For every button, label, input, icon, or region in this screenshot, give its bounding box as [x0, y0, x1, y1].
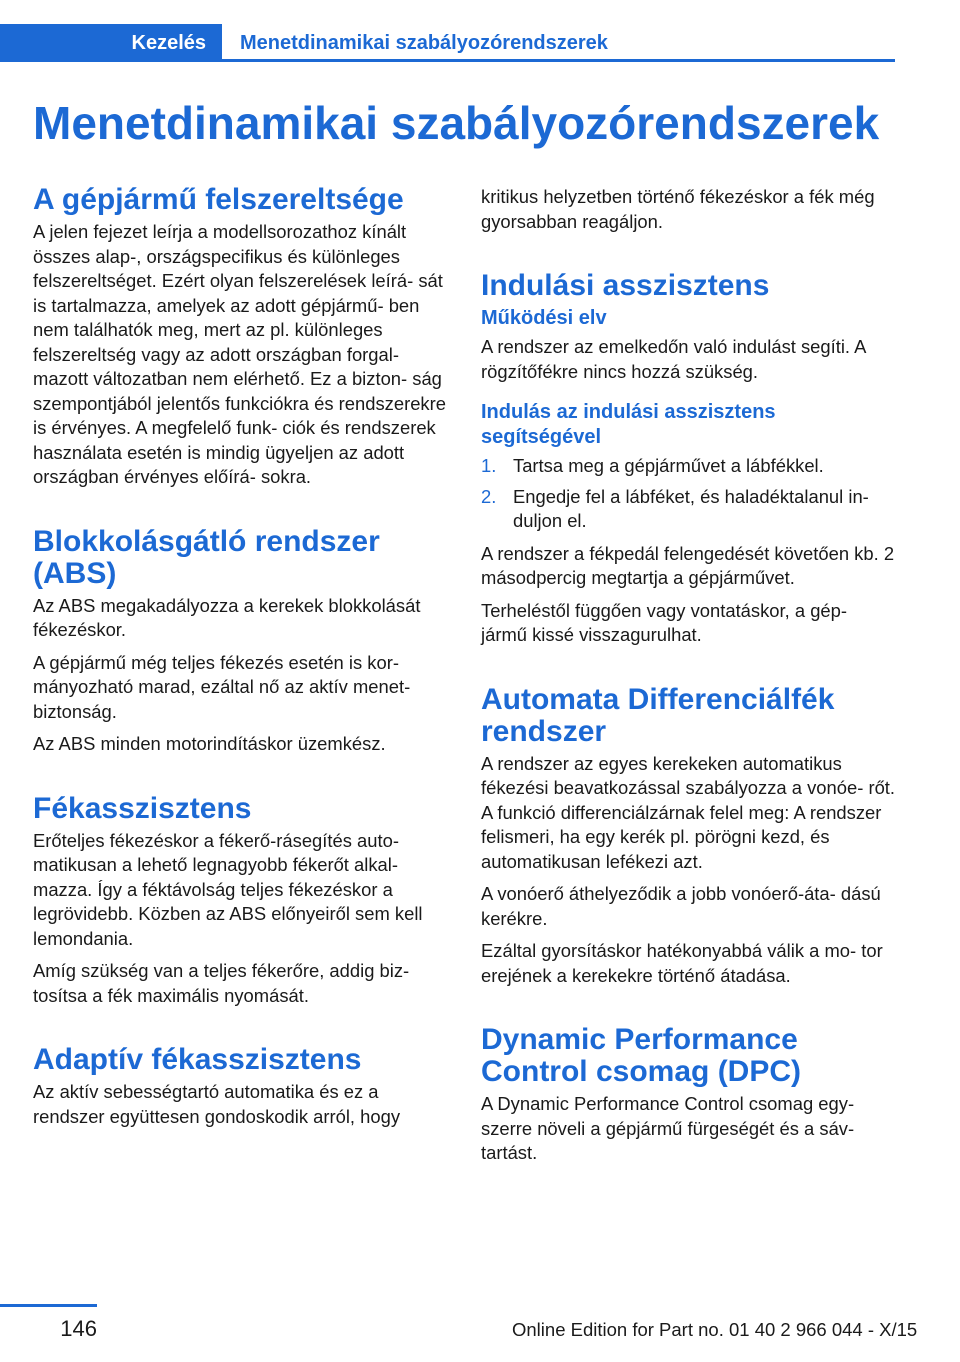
- section-title-auto-differential-brake: Automata Differenciálfék rendszer: [481, 682, 835, 748]
- paragraph: A vonóerő áthelyeződik a jobb vonóerő-áta- dású kerékre.: [481, 883, 881, 929]
- paragraph: A gépjármű még teljes fékezés esetén is kor- mányozható marad, ezáltal nő az aktív menet- biztonság.: [33, 651, 411, 722]
- section-title-equipment: A gépjármű felszereltsége: [33, 183, 404, 216]
- edition-note: Online Edition for Part no. 01 40 2 966 044 - X/15: [512, 1319, 918, 1340]
- step-number: 1.: [481, 455, 497, 476]
- list-item: [481, 485, 897, 534]
- page-title: Menetdinamikai szabályozórendszerek: [33, 97, 880, 149]
- list-item: [481, 454, 897, 479]
- step-text: Engedje fel a lábféket, és haladéktalanul in- duljon el.: [513, 485, 869, 531]
- section-title-abs: Blokkolásgátló rendszer (ABS): [33, 524, 380, 590]
- right-column: [481, 185, 897, 1174]
- section-title-brake-assist: Fékasszisztens: [33, 791, 252, 825]
- paragraph: A rendszer a fékpedál felengedését követően kb. 2 másodpercig megtartja a gépjárművet.: [481, 542, 895, 588]
- step-list: [481, 454, 897, 534]
- subsection-title-principle: Működési elv: [481, 307, 607, 329]
- page-header: [0, 24, 895, 62]
- paragraph: A jelen fejezet leírja a modellsorozathoz kínált összes alap-, országspecifikus és különleges felszereltséget. Ezért olyan felszerelések leírá- sát is tartalmazza, amelyek az adott gépjármű- ben nem találhatók meg, mert az pl. különleges felszereltség vagy az adott országban forgal- mazott változatban nem elérhető. Ez a bizton- ság szempontjából jelentős funkciókra és rendszerekre is érvényes. A megfelelő funk- ciók és rendszerek használata esetén is mindig ügyeljen az adott országban érvényes előírá- sokra.: [33, 221, 446, 487]
- paragraph: Az ABS minden motorindításkor üzemkész.: [33, 733, 386, 754]
- section-title-adaptive-brake-assist: Adaptív fékasszisztens: [33, 1043, 362, 1076]
- paragraph: Az aktív sebességtartó automatika és ez a rendszer együttesen gondoskodik arról, hogy: [33, 1081, 401, 1127]
- paragraph: Az ABS megakadályozza a kerekek blokkolását fékezéskor.: [33, 594, 421, 640]
- footer-rule: [0, 1304, 97, 1307]
- paragraph: Amíg szükség van a teljes fékerőre, addig biz- tosítsa a fék maximális nyomását.: [33, 960, 410, 1006]
- paragraph: kritikus helyzetben történő fékezéskor a fék még gyorsabban reagáljon.: [481, 186, 875, 232]
- paragraph: A rendszer az egyes kerekeken automatikus fékezési beavatkozással szabályozza a vonóe- rőt. A funkció differenciálzárnak felel meg: A rendszer felismeri, ha egy kerék pl. pörögni kezd, és automatikusan lefékezi azt.: [481, 752, 896, 872]
- left-column: [33, 184, 449, 1137]
- paragraph: A rendszer az emelkedőn való indulást segíti. A rögzítőfékre nincs hozzá szükség.: [481, 336, 866, 382]
- chapter-tab[interactable]: Kezelés: [0, 24, 222, 62]
- page-number: 146: [60, 1316, 97, 1341]
- paragraph: Erőteljes fékezéskor a fékerő-rásegítés auto- matikusan a lehető legnagyobb fékerőt alkal- mazza. Így a féktávolság teljes fékezéskor a legrövidebb. Közben az ABS előnyeiről sem kell lemondania.: [33, 829, 423, 949]
- section-title-dpc: Dynamic Performance Control csomag (DPC): [481, 1023, 802, 1088]
- paragraph: Ezáltal gyorsításkor hatékonyabbá válik a mo- tor erejének a kerekekre történő átadása.: [481, 940, 883, 986]
- header-rule: [222, 59, 895, 62]
- paragraph: Terheléstől függően vagy vontatáskor, a gép- jármű kissé visszagurulhat.: [481, 599, 848, 645]
- step-text: Tartsa meg a gépjárművet a lábfékkel.: [513, 455, 824, 476]
- breadcrumb[interactable]: Menetdinamikai szabályozórendszerek: [240, 32, 608, 54]
- subsection-title-starting: Indulás az indulási asszisztens segítségével: [481, 401, 776, 448]
- step-number: 2.: [481, 485, 497, 507]
- paragraph: A Dynamic Performance Control csomag egy- szerre növeli a gépjármű fürgeségét és a sáv- tartást.: [481, 1093, 855, 1163]
- section-title-hill-start-assist: Indulási asszisztens: [481, 269, 770, 302]
